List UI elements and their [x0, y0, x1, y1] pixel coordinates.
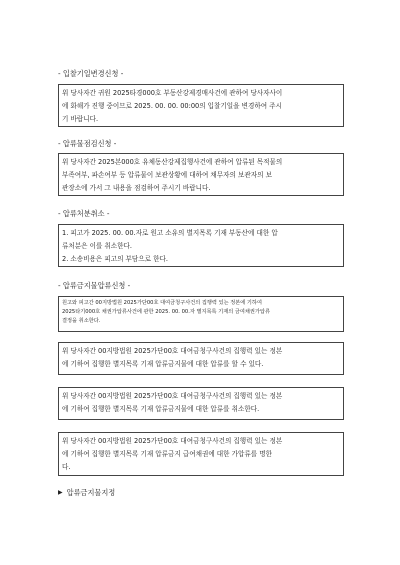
- box-line: 원고와 피고간 00지방법원 2025가단00호 대여금청구사건의 집행력 있는 정본에 기하여: [62, 300, 262, 306]
- box-line: 1. 피고가 2025. 00. 00.자로 원고 소유의 별지목록 기재 부동산에 대한 압: [62, 229, 278, 237]
- box-line: 결정을 취소한다.: [62, 318, 101, 324]
- box-line: 에 기하여 집행한 별지목록 기재 압류금지물에 대한 압류를 할 수 있다.: [62, 360, 264, 368]
- section-heading-seized-goods-inspection: - 압류물점검신청 -: [58, 139, 117, 148]
- text-box-exempt-seizure-allowed: [58, 342, 344, 375]
- box-line: 류처분은 이를 취소한다.: [62, 242, 132, 250]
- footer-heading: [58, 488, 115, 498]
- box-line: 에 화해가 진행 중이므로 2025. 00. 00. 00:00의 입찰기일을 변경하여 주시: [62, 102, 282, 110]
- text-box-exempt-wage-provisional-seizure: [58, 432, 344, 476]
- text-box-exempt-seizure-cancel: [58, 387, 344, 420]
- box-line: 위 당사자간 00지방법원 2025가단00호 대여금청구사건의 집행력 있는 정본: [62, 392, 283, 400]
- box-line: 부족여부, 파손여부 등 압류물이 보관상황에 대하여 채무자의 보관자의 보: [62, 171, 272, 179]
- section-heading-seizure-cancellation: - 압류처분취소 -: [58, 209, 110, 218]
- text-box-seized-goods-inspection: [58, 153, 344, 196]
- box-line: 2025타기000호 채권가압류사건에 관한 2025. 00. 00.자 별지목록 기재의 금여채권가압류: [62, 309, 270, 315]
- box-line: 위 당사자간 00지방법원 2025가단00호 대여금청구사건의 집행력 있는 정본: [62, 437, 283, 445]
- box-line: 2. 소송비용은 피고의 부담으로 한다.: [62, 255, 168, 263]
- text-box-seizure-cancellation: [58, 224, 344, 267]
- box-line: 에 기하여 집행한 별지목록 기재 압류금지 급여채권에 대한 가압류를 명한: [62, 450, 272, 458]
- box-line: 다.: [62, 463, 71, 471]
- footer-heading-text: 압류금지물지정: [66, 488, 116, 497]
- box-line: 위 당사자간 2025본000호 유체동산강제집행사건에 관하여 압류된 목적물의: [62, 158, 283, 166]
- box-line: 위 당사자간 00지방법원 2025가단00호 대여금청구사건의 집행력 있는 정본: [62, 347, 283, 355]
- text-box-exempt-property-seizure: [58, 296, 344, 332]
- triangle-right-icon: ▶: [58, 489, 63, 496]
- box-line: 기 바랍니다.: [62, 115, 99, 123]
- box-line: 에 기하여 집행한 별지목록 기재 압류금지물에 대한 압류를 취소한다.: [62, 405, 260, 413]
- section-heading-exempt-property-seizure: - 압류금지물압류신청 -: [58, 281, 131, 290]
- section-heading-auction-date-change: - 입찰기일변경신청 -: [58, 69, 124, 78]
- box-line: 위 당사자간 귀원 2025타경000호 부동산강제경매사건에 관하여 당사자사이: [62, 89, 283, 97]
- text-box-auction-date-change: [58, 84, 344, 127]
- box-line: 관장소에 가서 그 내용을 점검하여 주시기 바랍니다.: [62, 184, 211, 192]
